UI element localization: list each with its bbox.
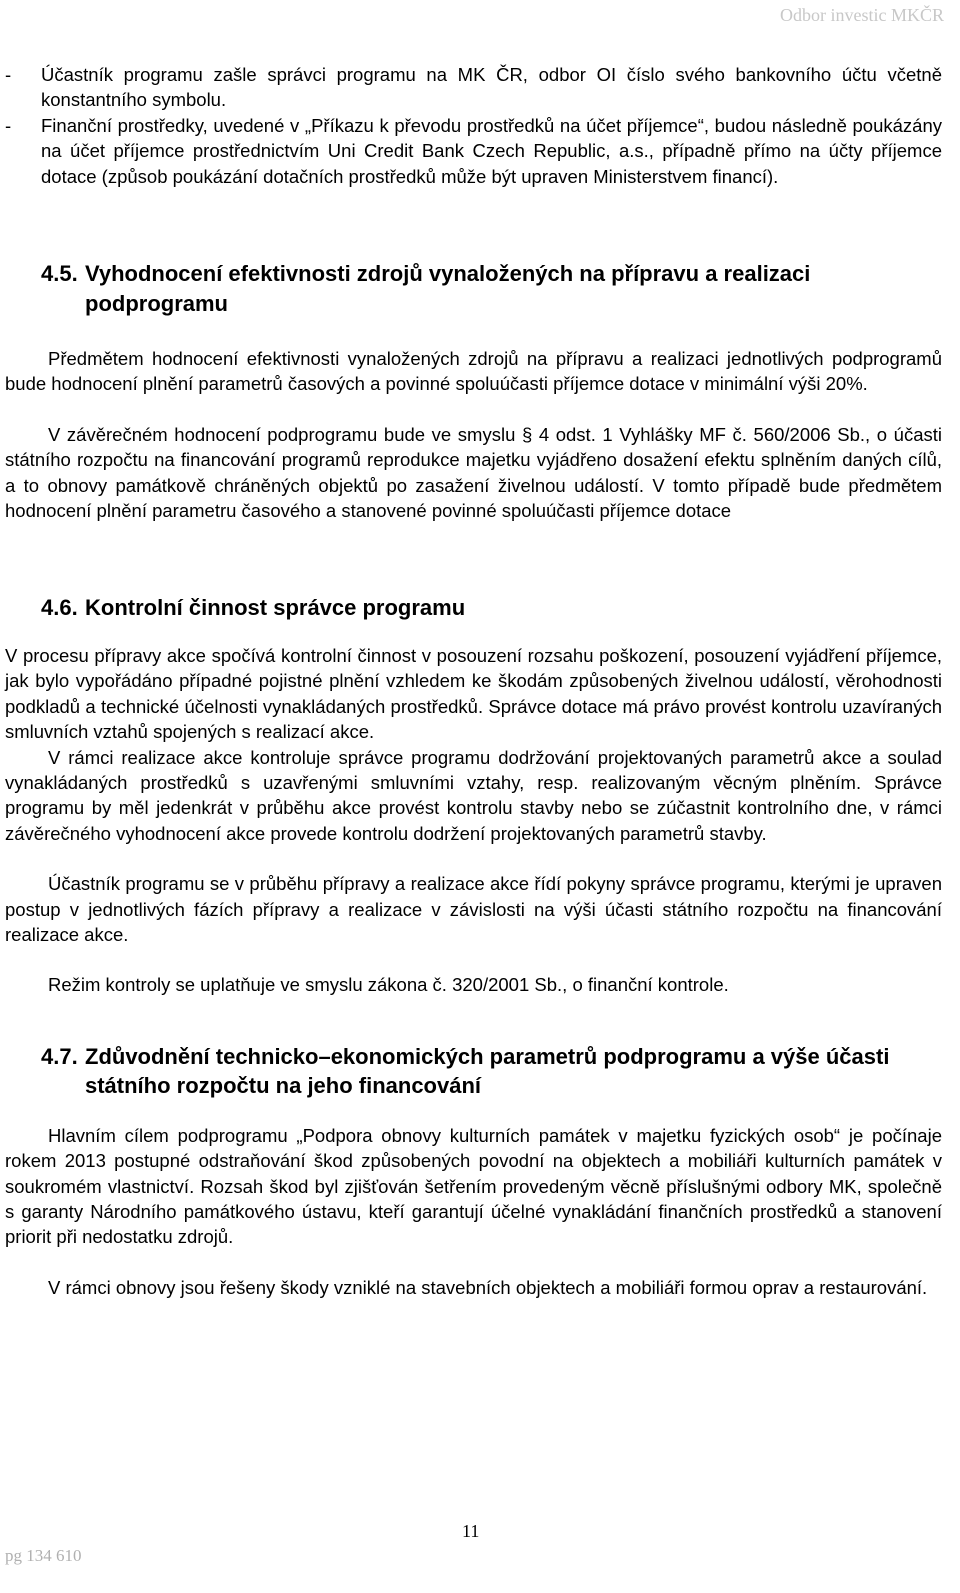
section-heading-4-5 <box>5 259 942 318</box>
bullet-dash: - <box>5 114 12 136</box>
pg-label: pg 134 610 <box>5 1546 82 1565</box>
section-title: Vyhodnocení efektivnosti zdrojů vynaložených na přípravu a realizaci podprogramu <box>85 261 811 316</box>
bullet-dash: - <box>5 64 12 85</box>
paragraph: Předmětem hodnocení efektivnosti vynaložených zdrojů na přípravu a realizaci jednotlivých podprogramů bude hodnocení plnění parametrů časových a povinné spoluúčasti příjemce dotace v minimální výši 20%. <box>5 348 942 395</box>
paragraph: V rámci obnovy jsou řešeny škody vzniklé na stavebních objektech a mobiliáři formou oprav a restaurování. <box>48 1276 928 1298</box>
bullet-text: Finanční prostředky, uvedené v „Příkazu k převodu prostředků na účet příjemce“, budou následně poukázány na účet příjemce prostřednictvím Uni Credit Bank Czech Republic, a.s., případně přímo na účty příjemce dotace (způsob poukázání dotačních prostředků může být upraven Ministerstvem financí). <box>41 114 942 187</box>
paragraph: V závěrečném hodnocení podprogramu bude ve smyslu § 4 odst. 1 Vyhlášky MF č. 560/2006 Sb., o účasti státního rozpočtu na financování programů reprodukce majetku vyjádřeno dosažení efektu splněním daných cílů, a to obnovy památkově chráněných objektů po zasažení živelnou událostí. V tomto případě bude předmětem hodnocení plnění parametru časového a stanovené povinné spoluúčasti příjemce dotace <box>5 423 942 522</box>
page-number: 11 <box>462 1521 480 1541</box>
section-number: 4.5. <box>41 261 78 287</box>
section-number: 4.7. <box>41 1043 78 1069</box>
bullet-item <box>5 62 942 113</box>
page-header: Odbor investic MKČR <box>780 5 944 25</box>
section-title: Zdůvodnění technicko–ekonomických parametrů podprogramu a výše účasti státního rozpočtu na jeho financování <box>85 1043 890 1099</box>
paragraph: Hlavním cílem podprogramu „Podpora obnovy kulturních památek v majetku fyzických osob“ je počínaje rokem 2013 postupné odstraňování škod způsobených povodní na objektech a mobiliáři kulturních památek v soukromém vlastnictví. Rozsah škod byl zjišťován šetřením provedeným věcně příslušnými odbory MK, společně s garanty Národního památkového ústavu, kteří garantují účelné vynakládání finančních prostředků a stanovení priorit při nedostatku zdrojů. <box>5 1124 942 1248</box>
section-heading-4-7 <box>5 1042 942 1101</box>
section-heading-4-6 <box>5 593 942 623</box>
section-number: 4.6. <box>41 595 78 621</box>
paragraph: Režim kontroly se uplatňuje ve smyslu zákona č. 320/2001 Sb., o finanční kontrole. <box>48 974 729 996</box>
paragraph: V rámci realizace akce kontroluje správce programu dodržování projektovaných parametrů akce a soulad vynakládaných prostředků s uzavřenými smluvními vztahy, resp. realizovaným věcným plněním. Správce programu by měl jedenkrát v průběhu akce provést kontrolu stavby nebo se zúčastnit kontrolního dne, v rámci závěrečného vyhodnocení akce provede kontrolu dodržení projektovaných parametrů stavby. <box>5 746 942 844</box>
bullet-text: Účastník programu zašle správci programu na MK ČR, odbor OI číslo svého bankovního účtu včetně konstantního symbolu. <box>41 64 942 111</box>
paragraph: V procesu přípravy akce spočívá kontrolní činnost v posouzení rozsahu poškození, posouzení vyjádření příjemce, jak bylo vypořádáno případné pojistné plnění vzhledem ke škodám způsobených živelnou událostí, věrohodnosti podkladů a technické účelnosti vynakládaných prostředků. Správce dotace má právo provést kontrolu uzavíraných smluvních vztahů spojených s realizací akce. <box>5 644 942 743</box>
section-title: Kontrolní činnost správce programu <box>85 595 466 621</box>
paragraph: Účastník programu se v průběhu přípravy a realizace akce řídí pokyny správce programu, kterými je upraven postup v jednotlivých fázích přípravy a realizace v závislosti na výši účasti státního rozpočtu na financování realizace akce. <box>5 873 942 946</box>
document-body <box>5 62 942 1300</box>
bullet-item <box>5 113 942 189</box>
